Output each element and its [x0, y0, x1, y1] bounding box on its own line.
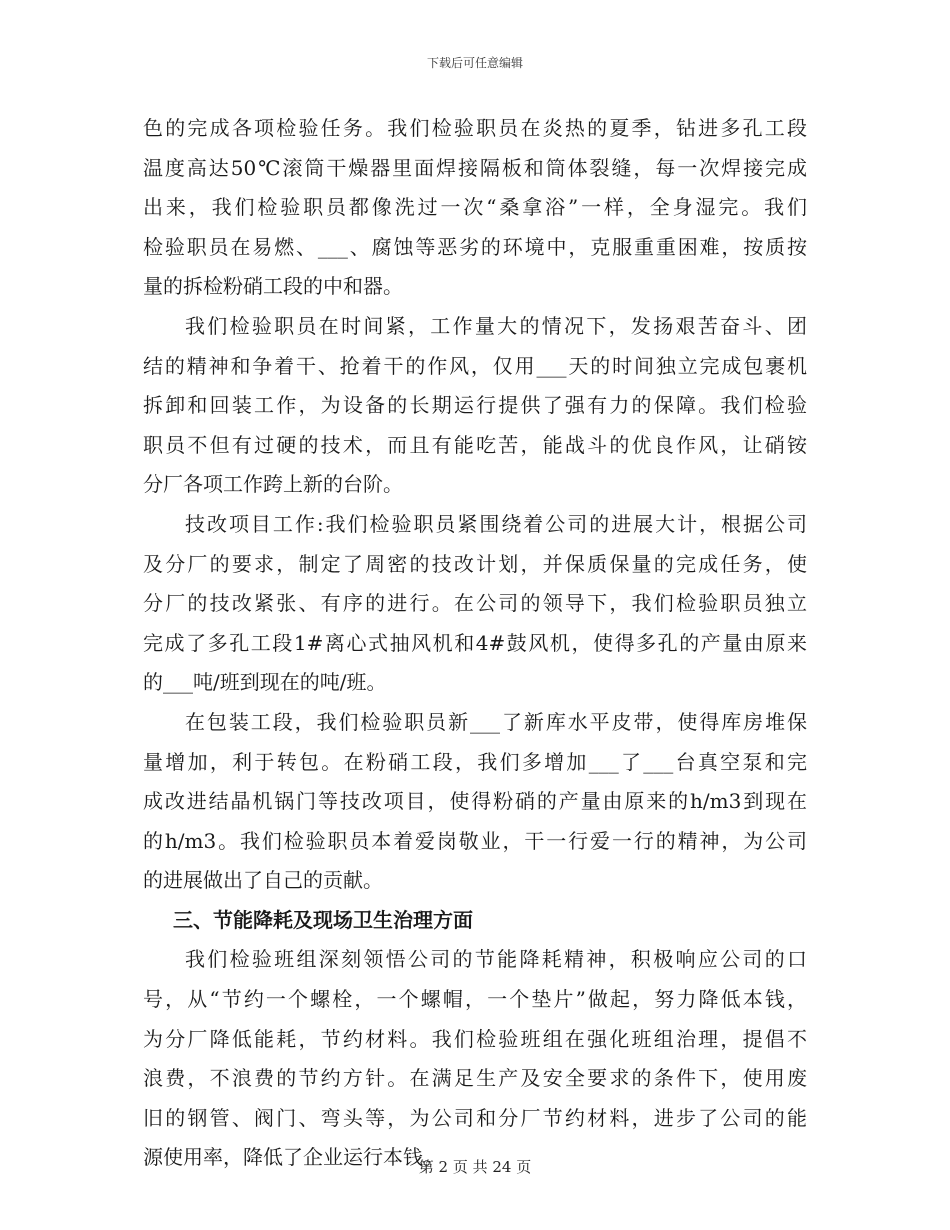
- text-line: 色的完成各项检验任务。我们检验职员在炎热的夏季，钻进多孔工段: [143, 116, 807, 140]
- text-line: 浪费，不浪费的节约方针。在满足生产及安全要求的条件下，使用废: [143, 1066, 807, 1091]
- section-heading: 三、节能降耗及现场卫生治理方面: [173, 907, 473, 932]
- text-line: 分厂的技改紧张、有序的进行。在公司的领导下，我们检验职员独立: [143, 591, 807, 616]
- text-line: 成改进结晶机锅门等技改项目，使得粉硝的产量由原来的h/m3到现在: [143, 789, 807, 814]
- text-line: 分厂各项工作跨上新的台阶。: [143, 472, 403, 497]
- text-line: 在包装工段，我们检验职员新___了新库水平皮带，使得库房堆保: [185, 709, 807, 734]
- text-line: 的___吨/班到现在的吨/班。: [143, 670, 387, 695]
- text-line: 源使用率，降低了企业运行本钱。: [143, 1145, 443, 1170]
- text-line: 的进展做出了自己的贡献。: [143, 868, 383, 893]
- text-line: 出来，我们检验职员都像洗过一次“桑拿浴”一样，全身湿完。我们: [143, 195, 807, 220]
- text-line: 量的拆检粉硝工段的中和器。: [143, 274, 403, 299]
- text-line: 旧的钢管、阀门、弯头等，为公司和分厂节约材料，进步了公司的能: [143, 1105, 807, 1130]
- text-line: 及分厂的要求，制定了周密的技改计划，并保质保量的完成任务，使: [143, 551, 807, 576]
- text-line: 我们检验职员在时间紧，工作量大的情况下，发扬艰苦奋斗、团: [185, 313, 807, 338]
- text-line: 完成了多孔工段1#离心式抽风机和4#鼓风机，使得多孔的产量由原来: [143, 630, 807, 655]
- text-line: 我们检验班组深刻领悟公司的节能降耗精神，积极响应公司的口: [185, 947, 807, 972]
- text-line: 为分厂降低能耗，节约材料。我们检验班组在强化班组治理，提倡不: [143, 1026, 807, 1051]
- text-line: 号，从“节约一个螺栓，一个螺帽，一个垫片”做起，努力降低本钱，: [143, 987, 807, 1012]
- document-body: [143, 109, 807, 1178]
- text-line: 职员不但有过硬的技术，而且有能吃苦，能战斗的优良作风，让硝铵: [143, 432, 807, 457]
- page-header: 下载后可任意编辑: [426, 56, 523, 70]
- text-line: 量增加，利于转包。在粉硝工段，我们多增加___了___台真空泵和完: [143, 749, 807, 774]
- text-line: 技改项目工作:我们检验职员紧围绕着公司的进展大计，根据公司: [185, 511, 807, 536]
- page-footer: 第 2 页 共 24 页: [418, 1158, 532, 1176]
- text-line: 结的精神和争着干、抢着干的作风，仅用___天的时间独立完成包裹机: [143, 353, 807, 378]
- text-line: 温度高达50℃滚筒干燥器里面焊接隔板和筒体裂缝，每一次焊接完成: [143, 155, 807, 180]
- text-line: 拆卸和回装工作，为设备的长期运行提供了强有力的保障。我们检验: [143, 393, 807, 418]
- text-line: 检验职员在易燃、___、腐蚀等恶劣的环境中，克服重重困难，按质按: [143, 234, 807, 259]
- text-line: 的h/m3。我们检验职员本着爱岗敬业，干一行爱一行的精神，为公司: [143, 828, 807, 853]
